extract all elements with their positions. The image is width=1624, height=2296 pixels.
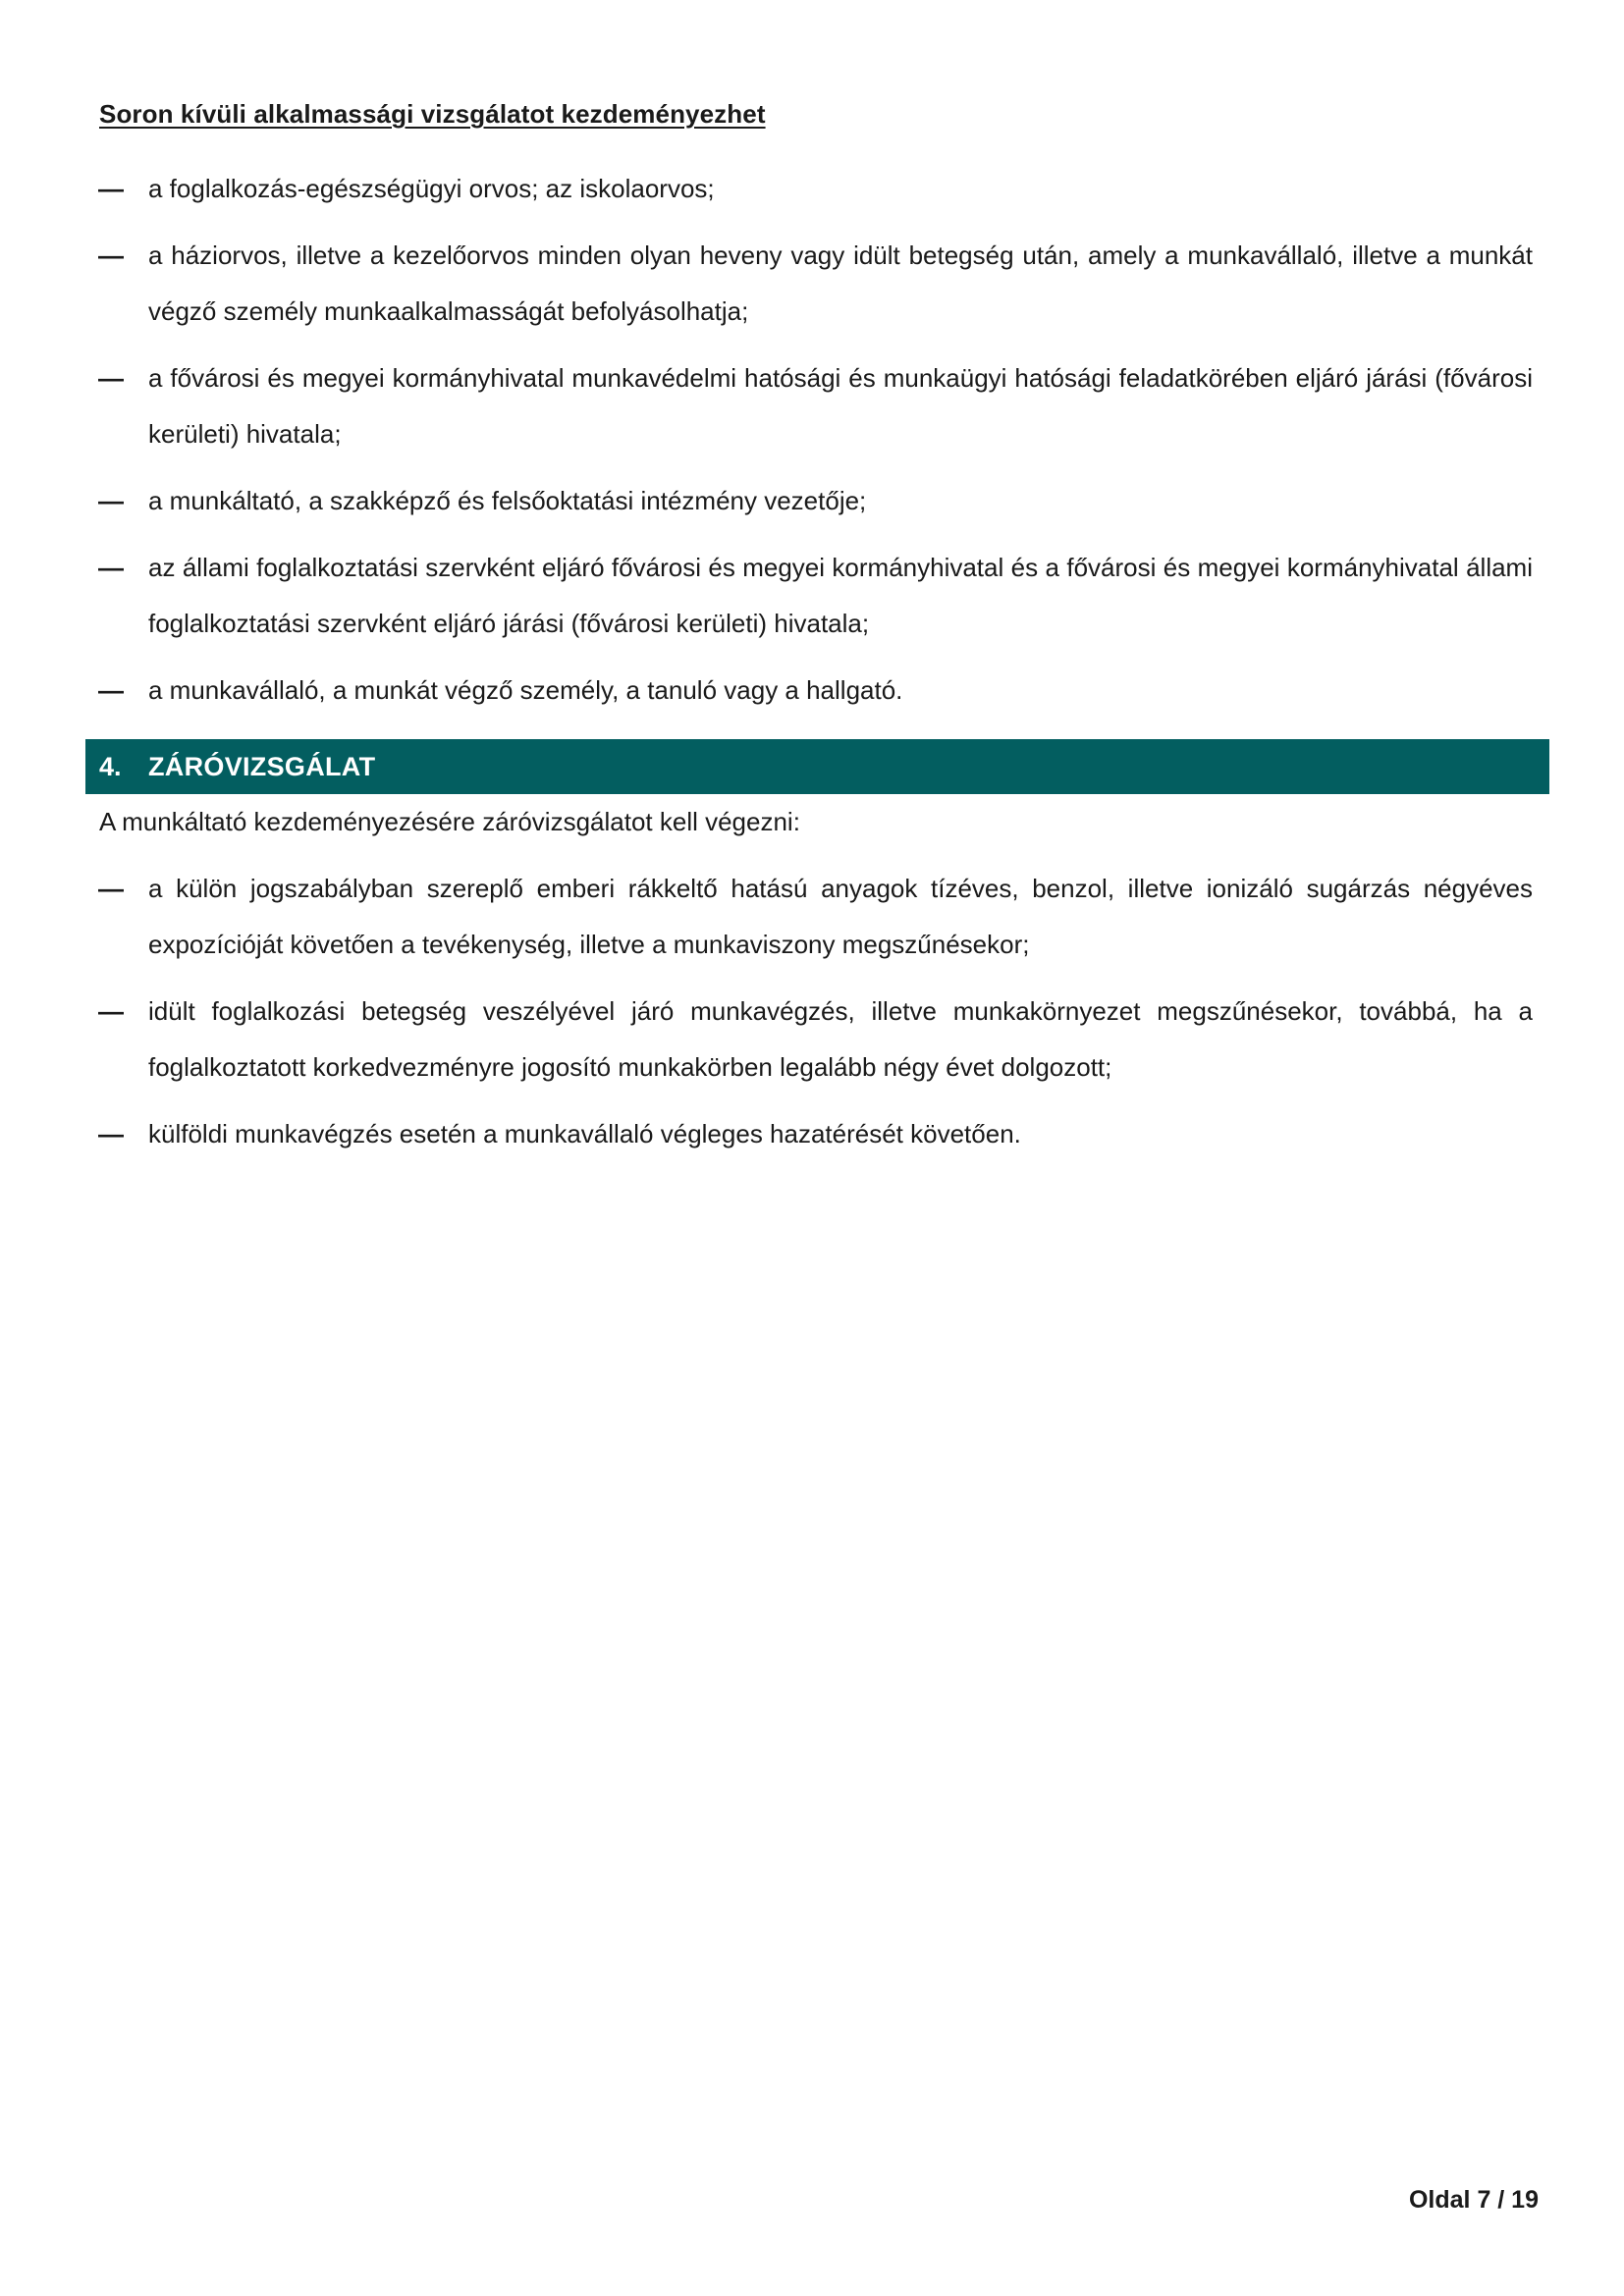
section-list [0,861,1624,1173]
list-item [0,1106,1624,1162]
section-intro: A munkáltató kezdeményezésére záróvizsgálatot kell végezni: [99,807,800,836]
dash-bullet-icon: — [98,874,124,903]
dash-bullet-icon: — [98,240,124,270]
list-item [0,473,1624,529]
list-item-text: az állami foglalkoztatási szervként eljáró fővárosi és megyei kormányhivatal és a fővárosi és megyei kormányhivatal állami foglalkoztatási szervként eljáró járási (fővárosi kerületi) hivatala; [148,553,1533,638]
list-item-text: külföldi munkavégzés esetén a munkavállaló végleges hazatérését követően. [148,1119,1021,1148]
list-item-text: a munkáltató, a szakképző és felsőoktatási intézmény vezetője; [148,486,867,515]
list-item [0,861,1624,973]
dash-bullet-icon: — [98,553,124,582]
dash-bullet-icon: — [98,174,124,203]
list-item [0,228,1624,340]
subsection-list [0,161,1624,729]
dash-bullet-icon: — [98,363,124,393]
list-item-text: a fővárosi és megyei kormányhivatal munkavédelmi hatósági és munkaügyi hatósági feladatkörében eljáró járási (fővárosi kerületi) hivatala; [148,363,1533,449]
list-item [0,663,1624,719]
list-item-text: a háziorvos, illetve a kezelőorvos minden olyan heveny vagy idült betegség után, amely a munkavállaló, illetve a munkát végző személy munkaalkalmasságát befolyásolhatja; [148,240,1533,326]
dash-bullet-icon: — [98,996,124,1026]
dash-bullet-icon: — [98,675,124,705]
dash-bullet-icon: — [98,486,124,515]
list-item-text: a munkavállaló, a munkát végző személy, a tanuló vagy a hallgató. [148,675,903,705]
list-item [0,350,1624,462]
dash-bullet-icon: — [98,1119,124,1148]
section-heading-bar [85,739,1549,794]
section-title: ZÁRÓVIZSGÁLAT [148,751,376,781]
page-number: Oldal 7 / 19 [1408,2186,1539,2214]
list-item-text: a külön jogszabályban szereplő emberi rákkeltő hatású anyagok tízéves, benzol, illetve ionizáló sugárzás négyéves expozícióját követően a tevékenység, illetve a munkaviszony megszűnésekor; [148,874,1533,959]
list-item-text: a foglalkozás-egészségügyi orvos; az iskolaorvos; [148,174,715,203]
list-item [0,984,1624,1095]
list-item [0,161,1624,217]
list-item [0,540,1624,652]
list-item-text: idült foglalkozási betegség veszélyével járó munkavégzés, illetve munkakörnyezet megszűnésekor, továbbá, ha a foglalkoztatott korkedvezményre jogosító munkakörben legalább négy évet dolgozott; [148,996,1533,1082]
subsection-title: Soron kívüli alkalmassági vizsgálatot kezdeményezhet [99,99,766,129]
section-number: 4. [99,751,122,781]
